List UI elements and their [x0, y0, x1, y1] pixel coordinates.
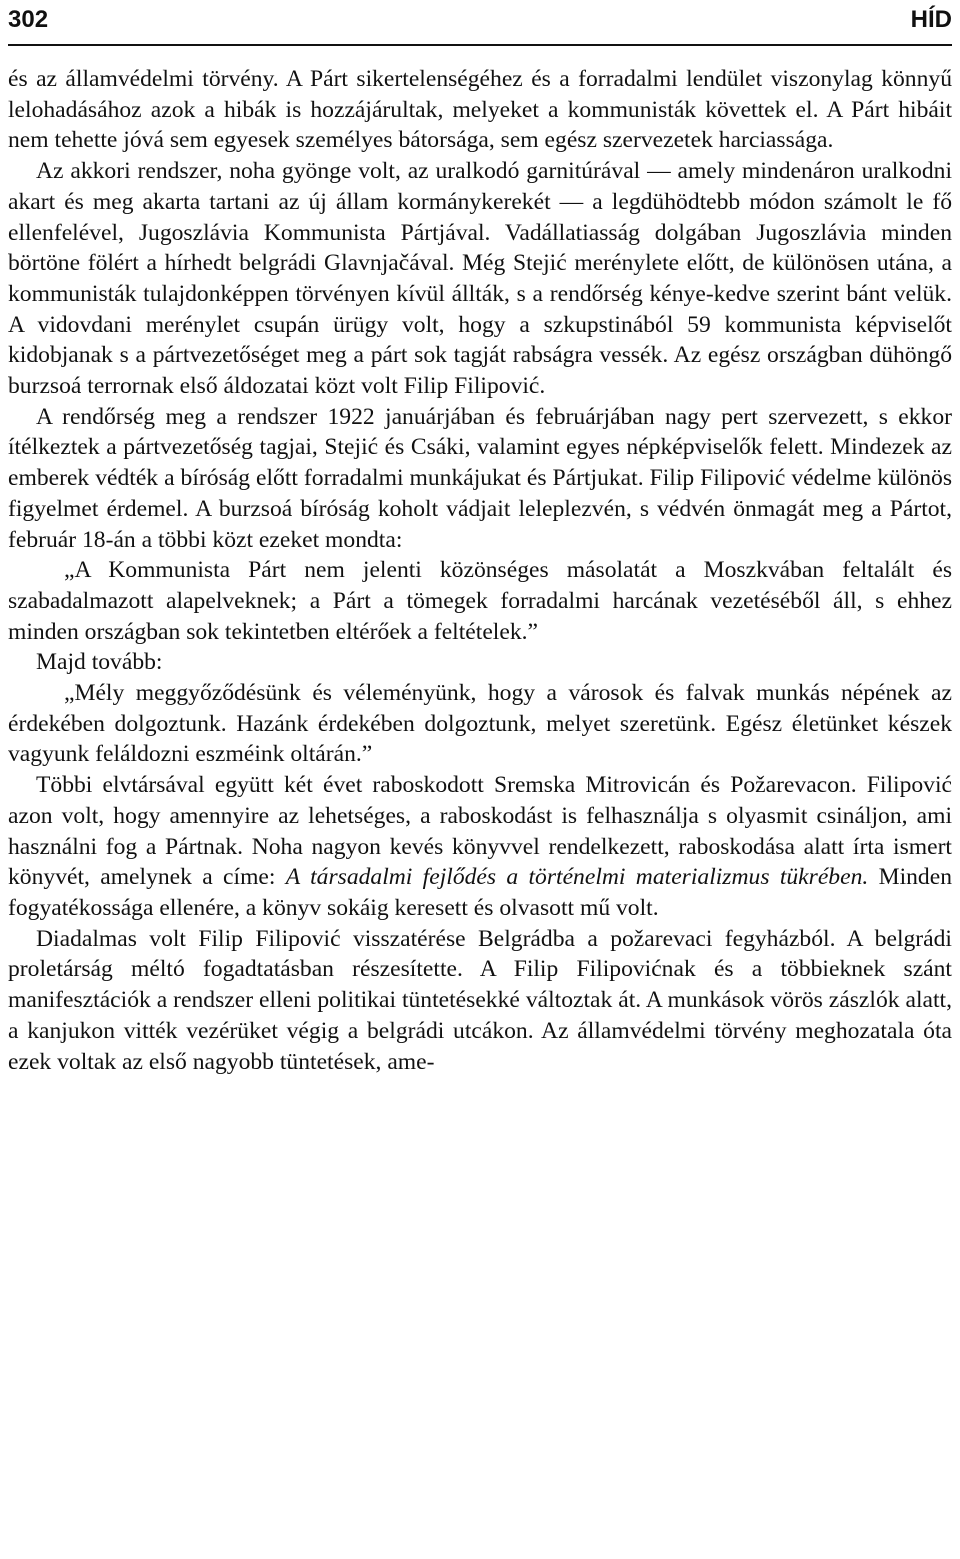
- paragraph-4: Majd tovább:: [36, 649, 163, 676]
- page-number: 302: [8, 6, 49, 33]
- quote-1: „A Kommunista Párt nem jelenti közönséges másolatát a Moszkvában feltalált és szabadalmazott alapelveknek; a Párt a tömegek forradalmi harcának vezetéséből áll, s ehhez minden országban sok tekintetben eltérőek a feltételek.”: [8, 557, 952, 645]
- paragraph-1: és az államvédelmi törvény. A Párt sikertelenségéhez és a forradalmi lendület viszonylag könnyű lelohadásához azok a hibák is hozzájárultak, melyeket a kommunisták követtek el. A Párt hibáit nem tehette jóvá sem egyesek személyes bátorsága, sem egész szervezetek harciassága.: [8, 66, 952, 154]
- page-header: [8, 4, 952, 46]
- paragraph-5: [8, 770, 952, 924]
- paragraph-5-lead: Többi elvtársával együtt két évet raboskodott Sremska Mitrovicán és Požarevacon. Filipović azon volt, hogy amennyire az lehetséges, a raboskodást is felhasználja s olyasmit csináljon, ami használni fog a Pártnak. Noha nagyon kevés könyvvel rendelkezett, raboskodása alatt írta ismert könyvét, amelynek a címe:: [8, 772, 952, 891]
- paragraph-5-tail: Minden fogyatékossága ellenére, a könyv sokáig keresett és olvasott mű volt.: [8, 864, 952, 921]
- paragraph-2: Az akkori rendszer, noha gyönge volt, az uralkodó garnitúrával — amely mindenáron uralkodni akart és meg akarta tartani az új állam kormánykerekét — a legdühödtebb módon számolt le fő ellenfelével, Jugoszlávia Kommunista Pártjával. Vadállatiasság dolgában Jugoszlávia minden börtöne fölért a hírhedt belgrádi Glavnjačával. Még Stejić merénylete előtt, de különösen utána, a kommunisták tulajdonképpen törvényen kívül állták, s a rendőrség kénye-kedve szerint bánt velük. A vidovdani merénylet csupán ürügy volt, hogy a szkupstinából 59 kommunista képviselőt kidobjanak s a pártvezetőséget meg a párt sok tagját rabságra vessék. Az egész országban dühöngő burzsoá terrornak első áldozatai közt volt Filip Filipović.: [8, 158, 952, 400]
- journal-title: HÍD: [910, 6, 952, 33]
- paragraph-6: Diadalmas volt Filip Filipović visszatérése Belgrádba a požarevaci fegyházból. A belgrádi proletárság méltó fogadtatásban részesítette. A Filip Filipovićnak és a többieknek szánt manifesztációk a rendszer elleni politikai tüntetésekké változtak át. A munkások vörös zászlók alatt, a kanjukon vitték vezérüket végig a belgrádi utcákon. Az államvédelmi törvény meghozatala óta ezek voltak az első nagyobb tüntetések, ame-: [8, 925, 952, 1075]
- paragraph-3: A rendőrség meg a rendszer 1922 januárjában és februárjában nagy pert szervezett, s ekkor ítélkeztek a pártvezetőség tagjai, Stejić és Csáki, valamint egyes népképviselők felett. Mindezek az emberek védték a bíróság előtt forradalmi munkájukat és Pártjukat. Filip Filipović védelme különös figyelmet érdemel. A burzsoá bíróság koholt vádjait leleplezvén, s védvén önmagát meg a Pártot, február 18-án a többi közt ezeket mondta:: [8, 403, 952, 553]
- book-title: A társadalmi fejlődés a történelmi materializmus tükrében.: [285, 864, 869, 891]
- body-text: [8, 64, 952, 1077]
- quote-2: „Mély meggyőződésünk és véleményünk, hogy a városok és falvak munkás népének az érdekében dolgoztunk. Hazánk érdekében dolgoztunk, melyet szeretünk. Egész életünket készek vagyunk feláldozni eszméink oltárán.”: [8, 680, 952, 768]
